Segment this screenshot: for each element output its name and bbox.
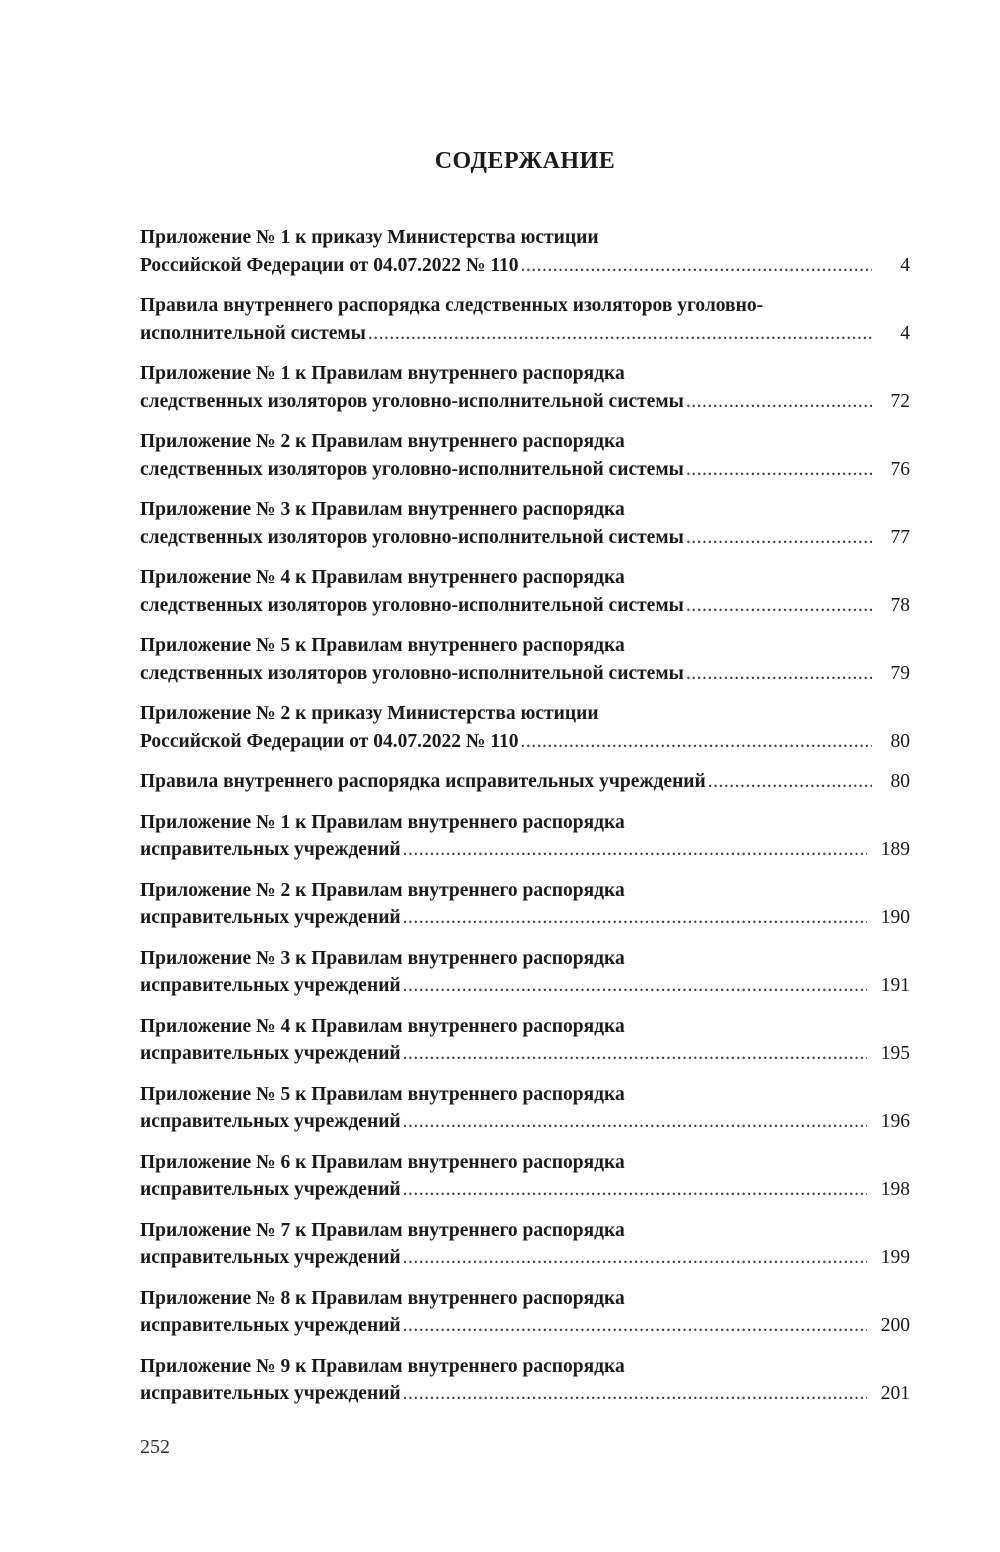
toc-entry-last-line — [140, 660, 910, 688]
toc-entry-line1: Приложение № 5 к Правилам внутреннего распорядка — [140, 1083, 625, 1105]
toc-entry-line1: Приложение № 3 к Правилам внутреннего распорядка — [140, 499, 625, 520]
toc-entry-last-line — [140, 388, 910, 416]
toc-entry-page-number: 72 — [890, 390, 910, 412]
toc-entry-page-number: 80 — [890, 771, 910, 792]
toc-entry-line2: исправительных учреждений — [140, 975, 401, 996]
toc-entry-page-number: 196 — [880, 1111, 910, 1132]
toc-entry-last-line — [140, 728, 910, 756]
dot-leader — [403, 1244, 867, 1272]
dot-leader — [403, 1312, 867, 1340]
toc-entry-page-number: 78 — [890, 594, 910, 616]
toc-entry-page-number: 80 — [890, 730, 910, 752]
toc-entry[interactable] — [140, 1353, 910, 1408]
toc-entry-line2: следственных изоляторов уголовно-исполнительной системы — [140, 390, 684, 412]
toc-entry-last-line — [140, 1176, 910, 1204]
toc-entry-page-number: 189 — [880, 839, 910, 860]
toc-entry-line1: Приложение № 2 к Правилам внутреннего распорядка — [140, 879, 625, 901]
toc-entry-last-line — [140, 1244, 910, 1272]
dot-leader — [403, 1176, 867, 1204]
toc-entry-last-line — [140, 1312, 910, 1340]
dot-leader — [686, 524, 872, 552]
toc-entry[interactable] — [140, 1081, 910, 1136]
toc-entry-line1: Приложение № 7 к Правилам внутреннего распорядка — [140, 1219, 625, 1241]
toc-entry[interactable] — [140, 1217, 910, 1272]
toc-entry[interactable] — [140, 428, 910, 483]
toc-entry-last-line — [140, 768, 910, 796]
page-title: СОДЕРЖАНИЕ — [434, 148, 616, 174]
toc-entry-line1: Приложение № 3 к Правилам внутреннего распорядка — [140, 947, 625, 969]
toc-entry-line2: исправительных учреждений — [140, 1315, 401, 1336]
toc-entry-line2: следственных изоляторов уголовно-исполнительной системы — [140, 594, 684, 616]
dot-leader — [521, 252, 872, 280]
toc-entry-line1: Приложение № 2 к Правилам внутреннего распорядка — [140, 431, 625, 452]
toc-entry-last-line — [140, 972, 910, 1000]
toc-entry-line1: Приложение № 4 к Правилам внутреннего распорядка — [140, 567, 625, 588]
toc-entry-line1: Приложение № 1 к Правилам внутреннего распорядка — [140, 811, 625, 833]
dot-leader — [708, 768, 872, 796]
dot-leader — [403, 1380, 867, 1408]
page-number: 252 — [140, 1436, 170, 1458]
toc-entry-line1: Приложение № 1 к Правилам внутреннего распорядка — [140, 363, 625, 384]
toc-entry-page-number: 195 — [880, 1043, 910, 1064]
toc-entry-line2: исправительных учреждений — [140, 1247, 401, 1268]
toc-entry-line1: Приложение № 5 к Правилам внутреннего распорядка — [140, 635, 625, 656]
dot-leader — [403, 1040, 867, 1068]
dot-leader — [686, 456, 872, 484]
dot-leader — [521, 728, 872, 756]
toc-entry-last-line — [140, 320, 910, 348]
toc-entry[interactable] — [140, 632, 910, 687]
toc-entry-line2: исправительных учреждений — [140, 1179, 401, 1200]
toc-entry[interactable] — [140, 1013, 910, 1068]
toc-entry-line2: исправительных учреждений — [140, 839, 401, 860]
toc-entry-line2: Российской Федерации от 04.07.2022 № 110 — [140, 254, 519, 276]
toc-entry[interactable] — [140, 496, 910, 551]
toc-entry-last-line — [140, 836, 910, 864]
toc-entry-last-line — [140, 904, 910, 932]
toc-entry[interactable] — [140, 564, 910, 619]
dot-leader — [686, 388, 872, 416]
toc-entry[interactable] — [140, 292, 910, 347]
toc-entry-page-number: 200 — [880, 1315, 910, 1336]
toc-entry-line1: Правила внутреннего распорядка следственных изоляторов уголовно- — [140, 295, 764, 316]
toc-entry-line1: Приложение № 2 к приказу Министерства юстиции — [140, 703, 599, 724]
toc-entry[interactable] — [140, 700, 910, 755]
toc-entry-line1: Приложение № 8 к Правилам внутреннего распорядка — [140, 1287, 625, 1309]
toc-entry-page-number: 4 — [900, 254, 910, 276]
toc-entry-line1: Приложение № 4 к Правилам внутреннего распорядка — [140, 1015, 625, 1037]
toc-entry-line2: Российской Федерации от 04.07.2022 № 110 — [140, 730, 519, 752]
toc-entry-line1: Приложение № 6 к Правилам внутреннего распорядка — [140, 1151, 625, 1173]
toc-entry-last-line — [140, 456, 910, 484]
toc-entry-last-line — [140, 1108, 910, 1136]
toc-entry[interactable] — [140, 768, 910, 796]
dot-leader — [403, 836, 867, 864]
toc-entry-page-number: 201 — [880, 1383, 910, 1404]
toc-entry-line2: исправительных учреждений — [140, 1111, 401, 1132]
toc-entry[interactable] — [140, 945, 910, 1000]
dot-leader — [686, 660, 872, 688]
toc-entry-line2: исправительных учреждений — [140, 1043, 401, 1064]
dot-leader — [686, 592, 872, 620]
table-of-contents — [140, 224, 910, 1421]
toc-entry-line1: Приложение № 1 к приказу Министерства юстиции — [140, 227, 599, 248]
toc-entry-line2: следственных изоляторов уголовно-исполнительной системы — [140, 458, 684, 480]
toc-entry-line2: исполнительной системы — [140, 322, 366, 344]
toc-entry-page-number: 77 — [890, 526, 910, 548]
toc-entry-last-line — [140, 252, 910, 280]
toc-entry-line2: следственных изоляторов уголовно-исполнительной системы — [140, 526, 684, 548]
toc-entry-last-line — [140, 592, 910, 620]
toc-entry[interactable] — [140, 360, 910, 415]
toc-entry-page-number: 79 — [890, 662, 910, 684]
dot-leader — [403, 1108, 867, 1136]
toc-entry-line2: Правила внутреннего распорядка исправительных учреждений — [140, 771, 706, 792]
toc-entry-line1: Приложение № 9 к Правилам внутреннего распорядка — [140, 1355, 625, 1377]
toc-entry-line2: следственных изоляторов уголовно-исполнительной системы — [140, 662, 684, 684]
toc-entry-page-number: 190 — [880, 907, 910, 928]
toc-entry[interactable] — [140, 1149, 910, 1204]
toc-entry-page-number: 199 — [880, 1247, 910, 1268]
dot-leader — [368, 320, 872, 348]
dot-leader — [403, 904, 867, 932]
toc-entry-line2: исправительных учреждений — [140, 1383, 401, 1404]
dot-leader — [403, 972, 867, 1000]
toc-entry-page-number: 76 — [890, 458, 910, 480]
toc-entry-page-number: 191 — [880, 975, 910, 996]
toc-entry-page-number: 198 — [880, 1179, 910, 1200]
toc-entry[interactable] — [140, 877, 910, 932]
toc-entry-last-line — [140, 1380, 910, 1408]
toc-entry-last-line — [140, 524, 910, 552]
toc-entry[interactable] — [140, 224, 910, 279]
toc-entry-page-number: 4 — [900, 322, 910, 344]
toc-entry-line2: исправительных учреждений — [140, 907, 401, 928]
toc-entry-last-line — [140, 1040, 910, 1068]
toc-entry[interactable] — [140, 809, 910, 864]
toc-entry[interactable] — [140, 1285, 910, 1340]
